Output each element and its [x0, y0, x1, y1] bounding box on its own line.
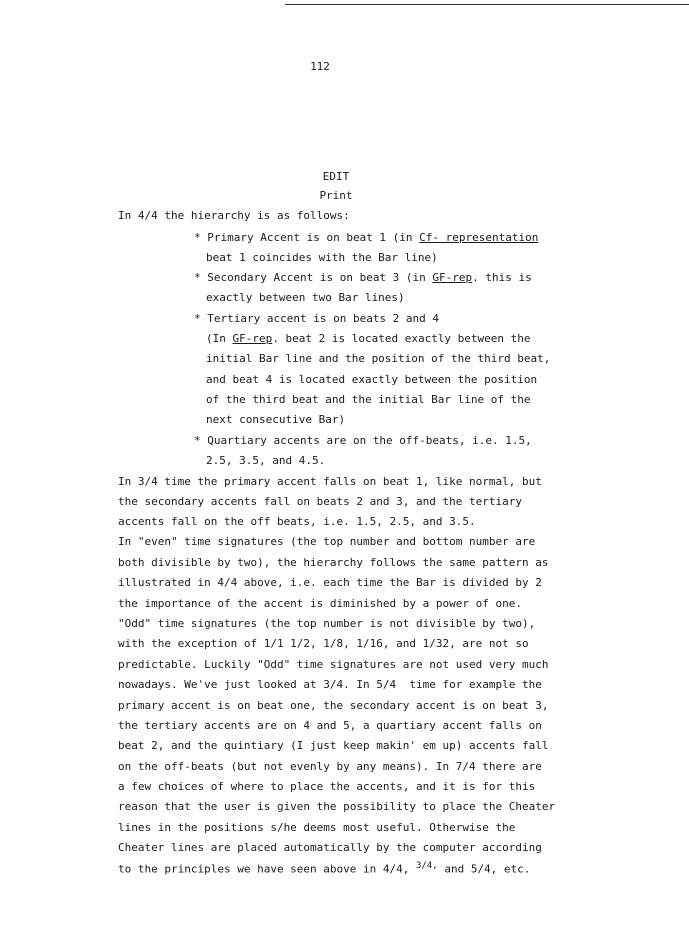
body-line: the importance of the accent is diminished by a power of one.: [118, 597, 522, 610]
bullet-3-line-2: [206, 333, 531, 344]
bullet-2-underlined: GF-rep: [432, 271, 473, 284]
body-line-last: [118, 862, 530, 875]
body-line: predictable. Luckily "Odd" time signatures are not used very much: [118, 658, 549, 671]
body-line: beat 2, and the quintiary (I just keep makin' em up) accents fall: [118, 739, 549, 752]
last-line-text: to the principles we have seen above in 4/4,: [118, 862, 417, 876]
bullet-4-line-2: 2.5, 3.5, and 4.5.: [206, 454, 326, 467]
body-line: primary accent is on beat one, the secondary accent is on beat 3,: [118, 699, 549, 712]
body-line: illustrated in 4/4 above, i.e. each time the Bar is divided by 2: [118, 576, 542, 589]
body-line: In "even" time signatures (the top number and bottom number are: [118, 535, 536, 548]
bullet-marker: *: [194, 312, 201, 325]
bullet-3-line-1: [194, 313, 439, 324]
page-number: 112: [310, 60, 330, 73]
bullet-3-text: Tertiary accent is on beats 2 and 4: [207, 312, 440, 325]
intro-line: In 4/4 the hierarchy is as follows:: [118, 209, 350, 222]
bullet-3-line-6: next consecutive Bar): [206, 413, 346, 426]
body-line: lines in the positions s/he deems most useful. Otherwise the: [118, 821, 516, 834]
top-rule: [285, 4, 689, 5]
bullet-2-text: Secondary Accent is on beat 3 (in: [207, 271, 433, 284]
raised-fraction: 3/4,: [416, 861, 438, 871]
body-line: the tertiary accents are on 4 and 5, a quartiary accent falls on: [118, 719, 542, 732]
bullet-1-line-1: [194, 232, 538, 243]
bullet-3-line-3: initial Bar line and the position of the third beat,: [206, 352, 551, 365]
bullet-3-line-4: and beat 4 is located exactly between the position: [206, 373, 538, 386]
body-line: "Odd" time signatures (the top number is not divisible by two),: [118, 617, 536, 630]
bullet-1-line-2: beat 1 coincides with the Bar line): [206, 251, 438, 264]
section-subtitle: Print: [319, 189, 353, 202]
bullet-3-text-pre: (In: [206, 332, 233, 345]
bullet-4-text: Quartiary accents are on the off-beats, i.e. 1.5,: [207, 434, 532, 447]
body-line: accents fall on the off beats, i.e. 1.5, 2.5, and 3.5.: [118, 515, 476, 528]
body-line: reason that the user is given the possibility to place the Cheater: [118, 800, 556, 813]
body-line: with the exception of 1/1 1/2, 1/8, 1/16, and 1/32, are not so: [118, 637, 529, 650]
body-line: a few choices of where to place the accents, and it is for this: [118, 780, 536, 793]
bullet-4-line-1: [194, 435, 532, 446]
bullet-1-text: Primary Accent is on beat 1 (in: [207, 231, 420, 244]
bullet-2-text-after: . this is: [472, 271, 532, 284]
bullet-marker: *: [194, 434, 201, 447]
bullet-1-underlined: Cf- representation: [419, 231, 539, 244]
body-line: Cheater lines are placed automatically by the computer according: [118, 841, 542, 854]
bullet-3-line-5: of the third beat and the initial Bar line of the: [206, 393, 531, 406]
bullet-2-line-1: [194, 272, 532, 283]
bullet-3-underlined: GF-rep: [232, 332, 273, 345]
body-line: nowadays. We've just looked at 3/4. In 5/4 time for example the: [118, 678, 542, 691]
bullet-marker: *: [194, 231, 201, 244]
last-line-text-end: and 5/4, etc.: [437, 862, 531, 876]
bullet-marker: *: [194, 271, 201, 284]
body-line: on the off-beats (but not evenly by any means). In 7/4 there are: [118, 760, 542, 773]
body-line: both divisible by two), the hierarchy follows the same pattern as: [118, 556, 549, 569]
body-line: the secondary accents fall on beats 2 and 3, and the tertiary: [118, 495, 522, 508]
bullet-3-text-post: . beat 2 is located exactly between the: [272, 332, 531, 345]
body-line: In 3/4 time the primary accent falls on beat 1, like normal, but: [118, 475, 542, 488]
section-title: EDIT: [322, 170, 350, 183]
bullet-2-line-2: exactly between two Bar lines): [206, 291, 405, 304]
